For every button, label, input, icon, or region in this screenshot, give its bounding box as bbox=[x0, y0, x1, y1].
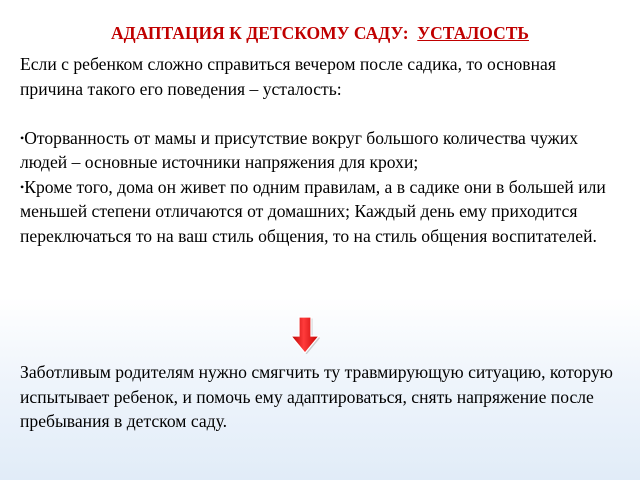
bullet-marker: • bbox=[20, 179, 25, 194]
bullet-item-1 bbox=[20, 126, 622, 175]
bullet-text-2: Кроме того, дома он живет по одним правилам, а в садике они в большей или меньшей степени отличаются от домашних; Каждый день ему приходится переключаться то на ваш стиль общения, то на стиль общения воспитателей. bbox=[20, 176, 606, 246]
title-part-a: АДАПТАЦИЯ К ДЕТСКОМУ САДУ: bbox=[111, 23, 409, 43]
intro-paragraph: Если с ребенком сложно справиться вечером после садика, то основная причина такого его поведения – усталость: bbox=[20, 54, 556, 99]
main-text bbox=[20, 52, 622, 248]
bullet-marker: • bbox=[20, 130, 25, 145]
slide-title bbox=[0, 22, 640, 44]
bullet-item-2 bbox=[20, 175, 622, 249]
title-part-b: УСТАЛОСТЬ bbox=[417, 23, 529, 43]
conclusion-paragraph: Заботливым родителям нужно смягчить ту травмирующую ситуацию, которую испытывает ребенок, и помочь ему адаптироваться, снять напряжение после пребывания в детском саду. bbox=[20, 362, 613, 431]
bullet-text-1: Оторванность от мамы и присутствие вокруг большого количества чужих людей – основные источники напряжения для крохи; bbox=[20, 127, 579, 172]
down-arrow-icon bbox=[290, 316, 320, 354]
paragraph-gap bbox=[20, 101, 622, 126]
